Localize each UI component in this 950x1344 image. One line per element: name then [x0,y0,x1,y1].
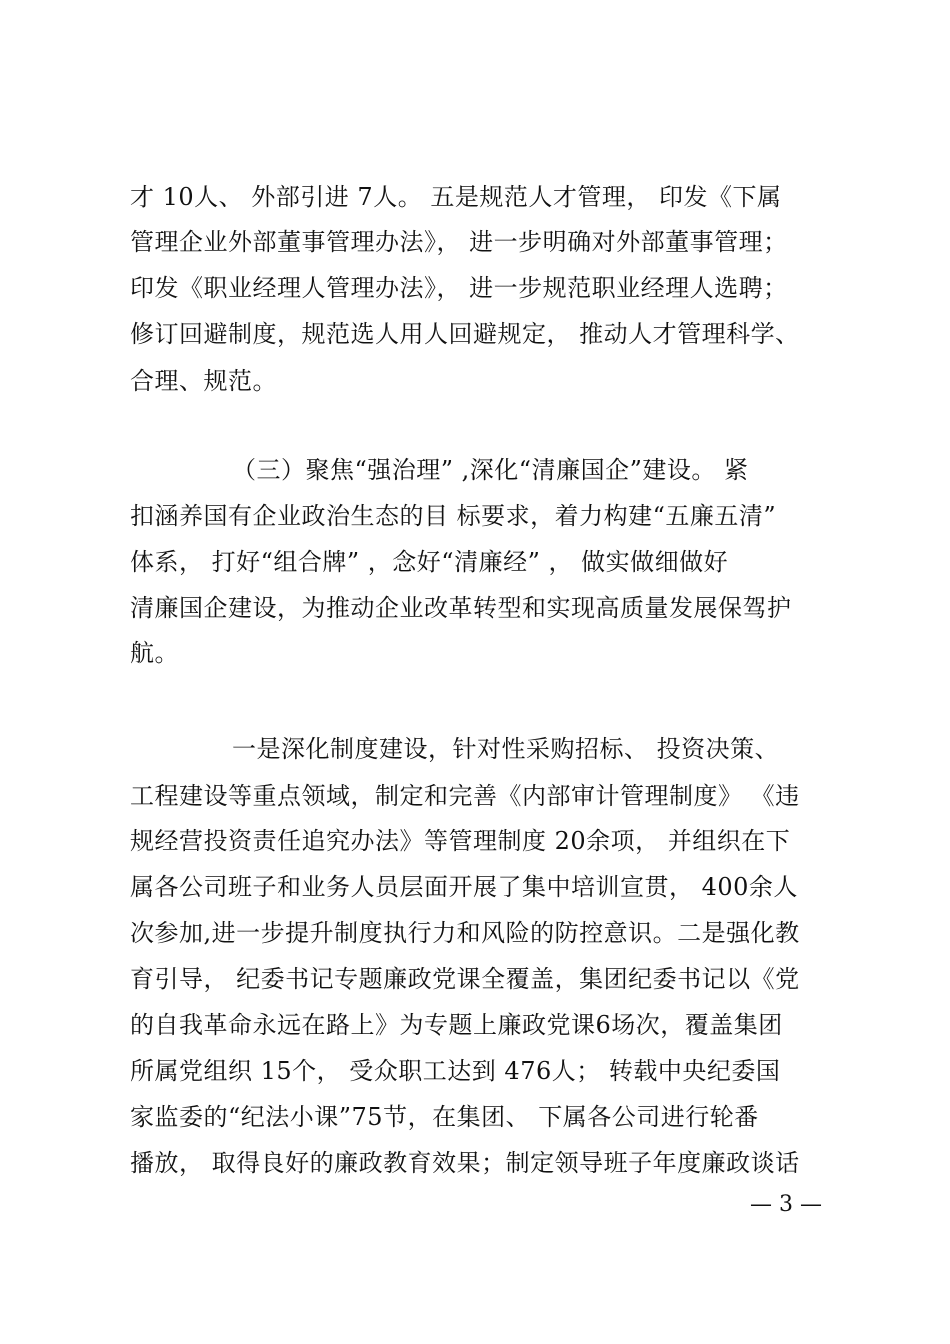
paragraph-3-line-7: 的自我革命永远在路上》为专题上廉政党课6场次，覆盖集团 [130,1011,783,1039]
paragraph-2-line-3: 体系， 打好“组合牌” ，念好“清廉经” ， 做实做细做好 [130,548,729,576]
paragraph-3-line-4: 属各公司班子和业务人员层面开展了集中培训宣贯， 400余人 [130,873,798,901]
paragraph-1-line-4: 修订回避制度，规范选人用人回避规定， 推动人才管理科学、 [130,320,800,348]
paragraph-3-line-5: 次参加,进一步提升制度执行力和风险的防控意识。二是强化教 [130,919,800,947]
paragraph-1-line-5: 合理、规范。 [130,367,277,395]
paragraph-2-line-5: 航。 [130,639,179,667]
page-number: — 3 — [750,1192,822,1217]
paragraph-3-line-10: 播放， 取得良好的廉政教育效果；制定领导班子年度廉政谈话 [130,1149,800,1177]
paragraph-3-line-1: 一是深化制度建设，针对性采购招标、 投资决策、 [232,735,780,763]
paragraph-3-line-6: 育引导， 纪委书记专题廉政党课全覆盖，集团纪委书记以《党 [130,965,800,993]
paragraph-3-line-3: 规经营投资责任追究办法》等管理制度 20余项， 并组织在下 [130,827,791,855]
paragraph-1-line-3: 印发《职业经理人管理办法》， 进一步规范职业经理人选聘； [130,274,788,302]
paragraph-3-line-9: 家监委的“纪法小课”75节，在集团、 下属各公司进行轮番 [130,1103,759,1131]
paragraph-2-line-4: 清廉国企建设，为推动企业改革转型和实现高质量发展保驾护 [130,594,792,622]
paragraph-2-line-1: （三）聚焦“强治理” ,深化“清廉国企”建设。 紧 [232,456,749,484]
paragraph-1-line-2: 管理企业外部董事管理办法》， 进一步明确对外部董事管理； [130,228,788,256]
paragraph-3-line-8: 所属党组织 15个， 受众职工达到 476人； 转载中央纪委国 [130,1057,781,1085]
paragraph-1-line-1: 才 10人、 外部引进 7人。 五是规范人才管理， 印发《下属 [130,183,782,211]
paragraph-2-line-2: 扣涵养国有企业政治生态的目 标要求，着力构建“五廉五清” [130,502,777,530]
paragraph-3-line-2: 工程建设等重点领域，制定和完善《内部审计管理制度》 《违 [130,782,800,810]
